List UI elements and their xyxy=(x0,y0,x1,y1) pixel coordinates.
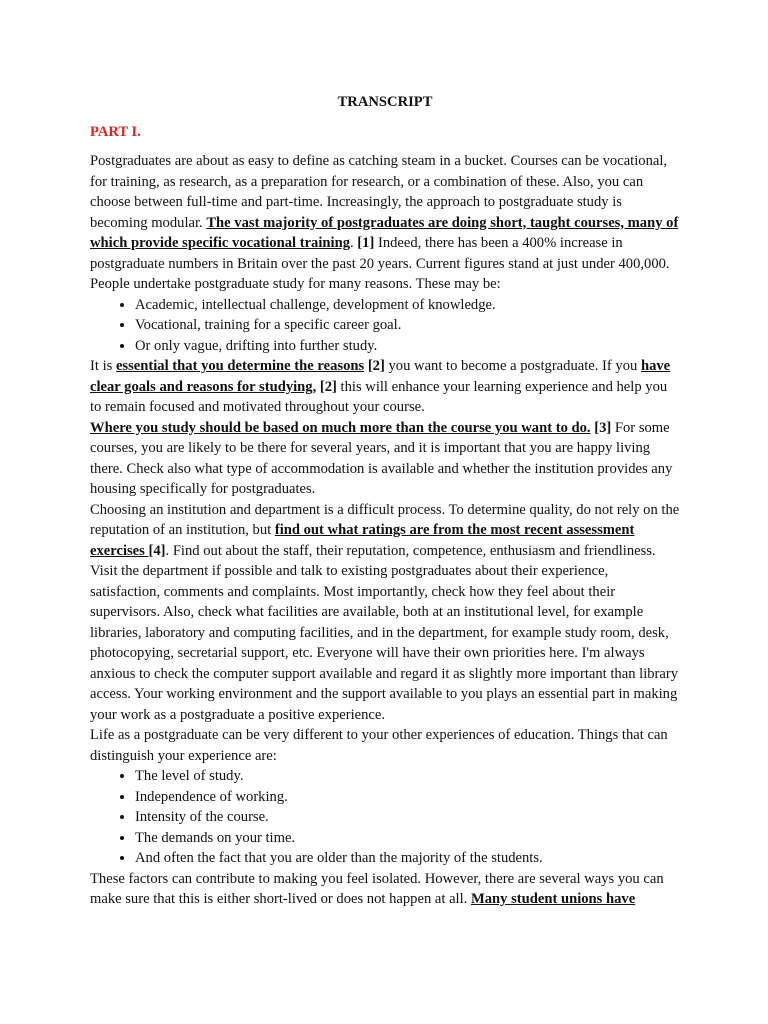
footnote-ref: [3] xyxy=(590,419,612,436)
document-page xyxy=(90,92,680,910)
highlight-phrase: The vast majority of postgraduates are doing short, taught courses, many of which provide specific vocational training xyxy=(90,214,679,251)
list-item: • Academic, intellectual challenge, development of knowledge. xyxy=(135,295,680,316)
list-item: • The demands on your time. xyxy=(135,828,680,849)
paragraph-4: Where you study should be based on much more than the course you want to do. [3] For some courses, you are likely to be there for several years, and it is important that you are happy living there. Check also what type of accommodation is available and whether the institution provides any housing specifically for postgraduates. xyxy=(90,419,673,497)
highlight-phrase: Where you study should be based on much more than the course you want to do. xyxy=(90,419,591,436)
list-item: • Vocational, training for a specific career goal. xyxy=(135,315,680,336)
highlight-phrase: essential that you determine the reasons xyxy=(115,358,365,374)
highlight-phrase: find out what ratings are from the most recent assessment exercises xyxy=(90,522,635,559)
list-item: • Or only vague, drifting into further study. xyxy=(135,336,680,357)
list-item: • The level of study. xyxy=(135,766,680,787)
footnote-ref: [2] xyxy=(316,378,337,395)
part-heading: PART I. xyxy=(90,123,141,140)
footnote-ref: [1] xyxy=(357,235,375,251)
document-title: TRANSCRIPT xyxy=(337,94,433,110)
paragraph-5: Choosing an institution and department is a difficult process. To determine quality, do not rely on the reputation of an institution, but find out what ratings are from the most recent assessment exercises [4]. Find out about the staff, their reputation, competence, enthusiasm and friendliness. Visit the department if possible and talk to existing postgraduates about their experience, satisfaction, comments and complaints. Most importantly, check how they feel about their supervisors. Also, check what facilities are available, both at an institutional level, for example libraries, laboratory and computing facilities, and in the department, for example study room, desk, photocopying, secretarial support, etc. Everyone will have their own priorities here. I'm always anxious to check the computer support available and regard it as slightly more important than library access. Your working environment and the support available to you plays an essential part in making your work as a postgraduate a positive experience. xyxy=(90,501,680,723)
paragraph-7: These factors can contribute to making you feel isolated. However, there are several ways you can make sure that this is either short-lived or does not happen at all. Many student unions have xyxy=(90,870,664,907)
list-item: • Intensity of the course. xyxy=(135,807,680,828)
list-item: • And often the fact that you are older than the majority of the students. xyxy=(135,848,680,869)
list-item: • Independence of working. xyxy=(135,787,680,808)
reasons-list xyxy=(90,295,680,357)
highlight-phrase: Many student unions have xyxy=(470,891,636,907)
paragraph-2: People undertake postgraduate study for many reasons. These may be: xyxy=(90,276,501,292)
paragraph-3: It is essential that you determine the reasons [2] you want to become a postgraduate. If you have clear goals and reasons for studying, [2] this will enhance your learning experience and help you to remain focused and motivated throughout your course. xyxy=(90,358,671,415)
footnote-ref: [2] xyxy=(364,358,385,374)
paragraph-6: Life as a postgraduate can be very different to your other experiences of education. Things that can distinguish your experience are: xyxy=(90,727,668,764)
highlight-phrase: have clear goals and reasons for studying, xyxy=(90,358,671,395)
paragraph-1: Postgraduates are about as easy to define as catching steam in a bucket. Courses can be vocational, for training, as research, as a preparation for research, or a combination of these. Also, you can choose between full-time and part-time. Increasingly, the approach to postgraduate study is becoming modular. The vast majority of postgraduates are doing short, taught courses, many of which provide specific vocational training. [1] Indeed, there has been a 400% increase in postgraduate numbers in Britain over the past 20 years. Current figures stand at just under 400,000. xyxy=(90,153,679,272)
footnote-ref: [4] xyxy=(148,542,166,559)
experience-list xyxy=(90,766,680,869)
